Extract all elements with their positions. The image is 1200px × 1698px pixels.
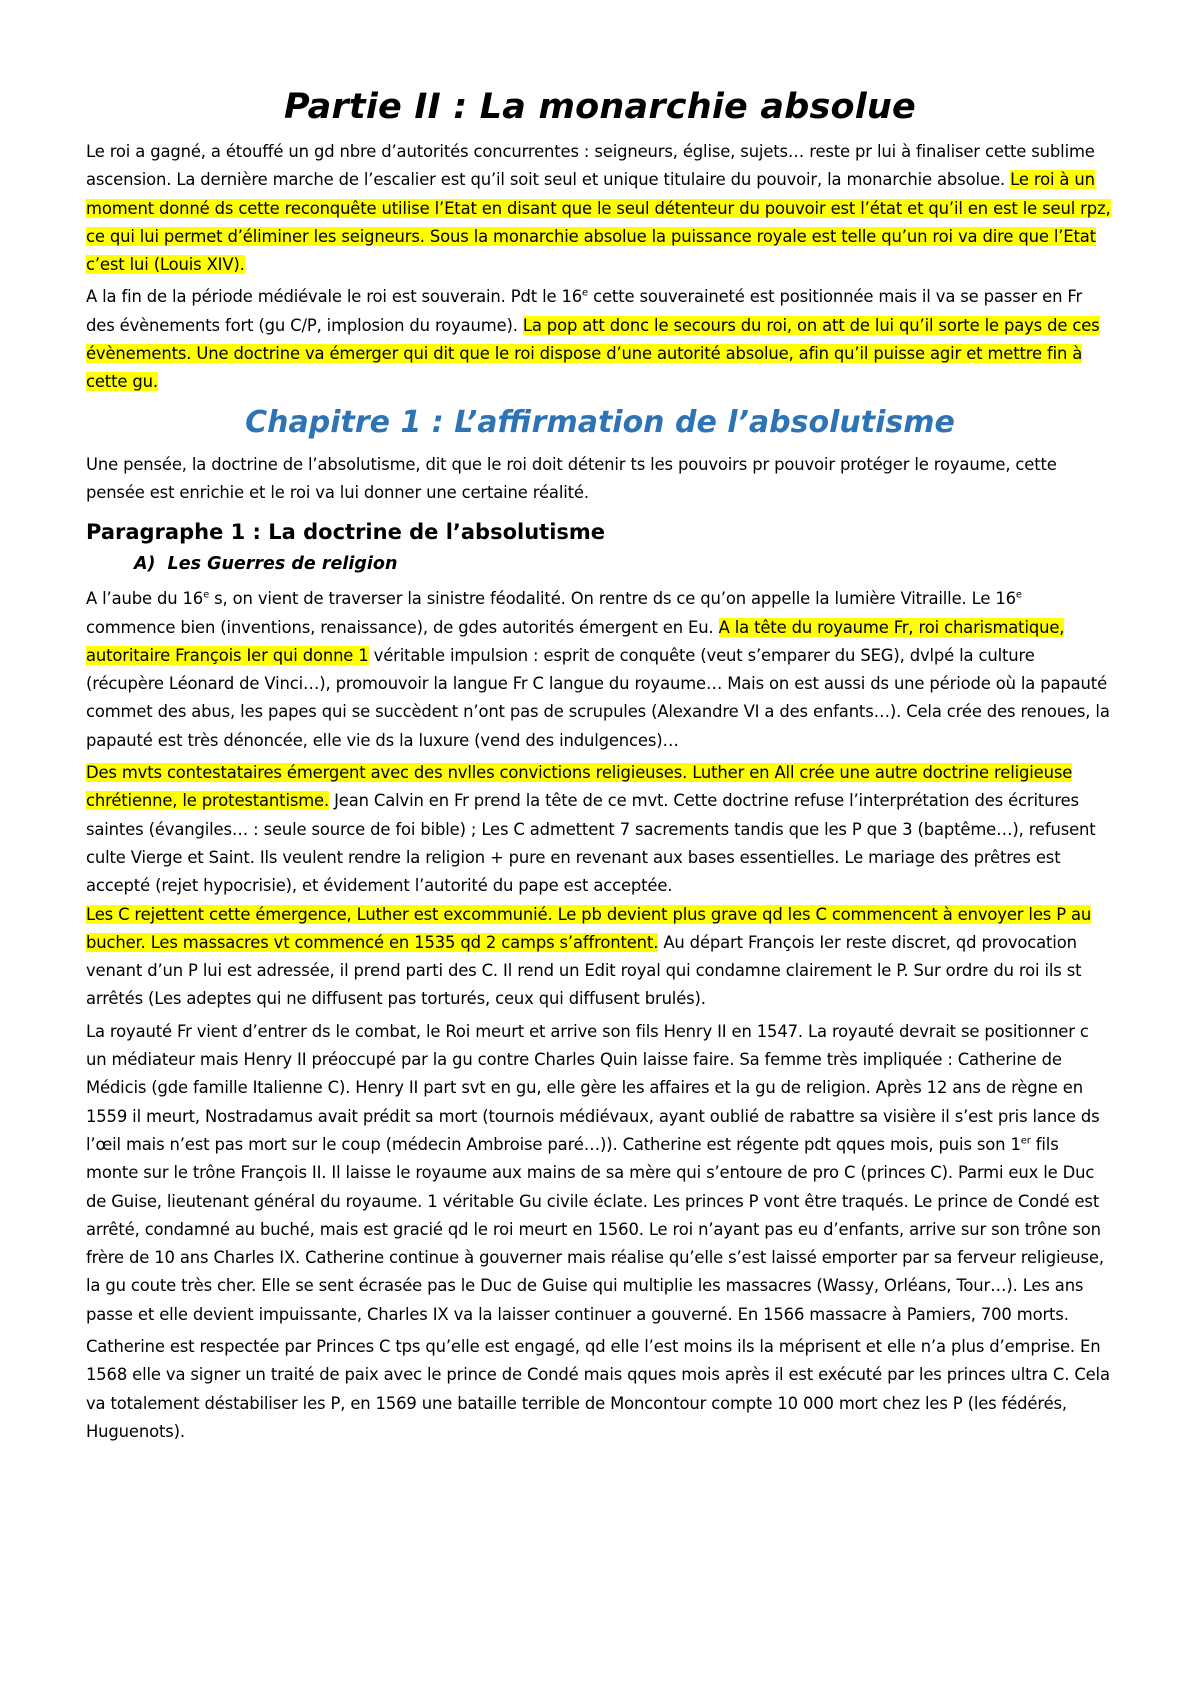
body-paragraph-3 <box>86 901 1114 1014</box>
highlighted-text: Des mvts contestataires émergent avec des nvlles convictions religieuses. Luther en All crée une autre doctrine religieuse chrétienne, le protestantisme. <box>86 763 1073 811</box>
text-run: Jean Calvin en Fr prend la tête de ce mvt. Cette doctrine refuse l’interprétation des écritures saintes (évangiles… : seule source de foi bible) ; Les C admettent 7 sacrements tandis que les P que 3 (baptême…), refusent culte Vierge et Saint. Ils veulent rendre la religion + pure en revenant aux bases essentielles. Le mariage des prêtres est accepté (rejet hypocrisie), et évidement l’autorité du pape est acceptée. <box>86 791 1096 896</box>
intro-paragraph-1 <box>86 138 1114 279</box>
highlighted-text: Les C rejettent cette émergence, Luther est excommunié. Le pb devient plus grave qd les C commencent à envoyer les P au bucher. Les massacres vt commencé en 1535 qd 2 camps s’affrontent. <box>86 904 1092 952</box>
highlighted-text: A la tête du royaume Fr, roi charismatique, autoritaire François Ier qui donne 1 <box>86 617 1065 665</box>
text-run: Le roi a gagné, a étouffé un gd nbre d’autorités concurrentes : seigneurs, église, sujets… reste pr lui à finaliser cette sublime ascension. La dernière marche de l’escalier est qu’il soit seul et unique titulaire du pouvoir, la monarchie absolue. <box>86 142 1095 190</box>
superscript: er <box>1020 1135 1031 1147</box>
section-letter: A) <box>134 554 156 575</box>
text-run: A la fin de la période médiévale le roi est souverain. Pdt le 16 <box>86 287 583 307</box>
document-title: Partie II : La monarchie absolue <box>284 87 916 127</box>
body-paragraph-5 <box>86 1333 1114 1446</box>
text-run: fils monte sur le trône François II. Il laisse le royaume aux mains de sa mère qui s’entoure de pro C (princes C). Parmi eux le Duc de Guise, lieutenant général du royaume. 1 véritable Gu civile éclate. Les princes P vont être traqués. Le prince de Condé est arrêté, condamné au buché, mais est gracié qd le roi meurt en 1560. Le roi n’ayant pas eu d’enfants, arrive sur son trône son frère de 10 ans Charles IX. Catherine continue à gouverner mais réalise qu’elle s’est laissé emporter par sa ferveur religieuse, la gu coute très cher. Elle se sent écrasée pas le Duc de Guise qui multiplie les massacres (Wassy, Orléans, Tour…). Les ans passe et elle devient impuissante, Charles IX va la laisser continuer a gouverné. En 1566 massacre à Pamiers, 700 morts. <box>86 1134 1104 1324</box>
text-run: La royauté Fr vient d’entrer ds le combat, le Roi meurt et arrive son fils Henry II en 1547. La royauté devrait se positionner c un médiateur mais Henry II préoccupé par la gu contre Charles Quin laisse faire. Sa femme très impliquée : Catherine de Médicis (gde famille Italienne C). Henry II part svt en gu, elle gère les affaires et la gu de religion. Après 12 ans de règne en 1559 il meurt, Nostradamus avait prédit sa mort (tournois médiévaux, ayant oublié de rabattre sa visière il s’est pris lance ds l’œil mais n’est pas mort sur le coup (médecin Ambroise paré…)). Catherine est régente pdt qques mois, puis son 1 <box>86 1021 1100 1154</box>
superscript: e <box>582 288 589 300</box>
text-run: cette souveraineté est positionnée mais il va se passer en Fr des évènements fort (gu C/P, implosion du royaume). <box>86 287 1083 335</box>
text-run: Une pensée, la doctrine de l’absolutisme, dit que le roi doit détenir ts les pouvoirs pr pouvoir protéger le royaume, cette pensée est enrichie et le roi va lui donner une certaine réalité. <box>86 454 1057 502</box>
text-run: s, on vient de traverser la sinistre féodalité. On rentre ds ce qu’on appelle la lumière Vitraille. Le 16 <box>209 589 1016 609</box>
paragraph-heading: Paragraphe 1 : La doctrine de l’absolutisme <box>86 520 606 545</box>
text-run: véritable impulsion : esprit de conquête (veut s’emparer du SEG), dvlpé la culture (récupère Léonard de Vinci…), promouvoir la langue Fr C langue du royaume… Mais on est aussi ds une période où la papauté commet des abus, les papes qui se succèdent n’ont pas de scrupules (Alexandre VI a des enfants…). Cela crée des renoues, la papauté est très dénoncée, elle vie ds la luxure (vend des indulgences)… <box>86 645 1110 750</box>
chapter-intro-paragraph <box>86 451 1114 508</box>
text-run: A l’aube du 16 <box>86 589 204 609</box>
chapter-heading: Chapitre 1 : L’affirmation de l’absolutisme <box>245 404 955 440</box>
highlighted-text: La pop att donc le secours du roi, on att de lui qu’il sorte le pays de ces évènements. Une doctrine va émerger qui dit que le roi dispose d’une autorité absolue, afin qu’il puisse agir et mettre fin à cette gu. <box>86 315 1100 392</box>
superscript: e <box>203 589 210 601</box>
text-run: Au départ François Ier reste discret, qd provocation venant d’un P lui est adressée, il prend parti des C. Il rend un Edit royal qui condamne clairement le P. Sur ordre du roi ils st arrêtés (Les adeptes qui ne diffusent pas torturés, ceux qui diffusent brulés). <box>86 932 1082 1009</box>
body-paragraph-2 <box>86 759 1114 900</box>
highlighted-text: Le roi à un moment donné ds cette reconquête utilise l’Etat en disant que le seul détenteur du pouvoir est l’état et qu’il en est le seul rpz, ce qui lui permet d’éliminer les seigneurs. Sous la monarchie absolue la puissance royale est telle qu’un roi va dire que l’Etat c’est lui (Louis XIV). <box>86 170 1111 275</box>
section-title: Les Guerres de religion <box>167 554 398 575</box>
intro-paragraph-2 <box>86 283 1114 396</box>
body-paragraph-4 <box>86 1018 1114 1329</box>
body-paragraph-1 <box>86 585 1114 755</box>
section-heading <box>134 549 1114 579</box>
text-run: Catherine est respectée par Princes C tps qu’elle est engagé, qd elle l’est moins ils la méprisent et elle n’a plus d’emprise. En 1568 elle va signer un traité de paix avec le prince de Condé mais qques mois après il est exécuté par les princes ultra C. Cela va totalement déstabiliser les P, en 1569 une bataille terrible de Moncontour compte 10 000 mort chez les P (les fédérés, Huguenots). <box>86 1336 1110 1441</box>
superscript: e <box>1015 589 1022 601</box>
text-run: commence bien (inventions, renaissance), de gdes autorités émergent en Eu. <box>86 617 719 637</box>
